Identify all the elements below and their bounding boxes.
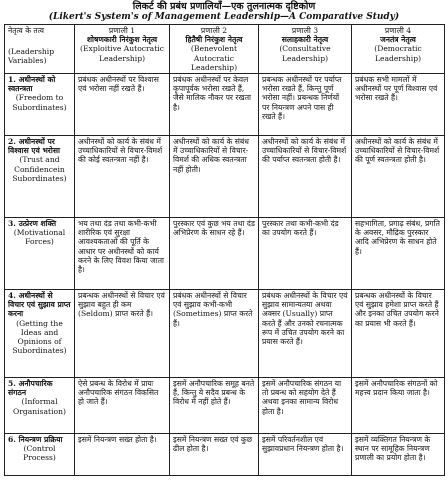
system-1-english: (Exploitive Autocratic Leadership) [80,44,164,63]
table-cell: प्रबंधक अधीनस्थों पर केवल कृपापूर्वक भरोसा रखते हैं, जैसे मालिक नौकर पर रखता है। [170,74,259,136]
table-cell: भय तथा दंड तथा कभी-कभी शारीरिक एवं सुरक्षा आवश्यकताओं की पूर्ति के आधार पर अधीनस्थों को कार्य करने के लिए विवश किया जाता है। [75,218,170,290]
table-cell: पुरस्कार तथा कभी-कभी दंड का उपयोग करते हैं। [259,218,352,290]
table-cell: अधीनस्थों को कार्य के संबंध में उच्चाधिकारियों से विचार-विमर्श की पूर्ण स्वतन्त्रता होती है। [352,136,445,218]
table-row [5,218,445,290]
variable-cell [5,378,75,434]
variable-hindi: 4. अधीनस्थों से विचार एवं सुझाव प्राप्त करना [8,291,71,319]
table-row [5,74,445,136]
page-subtitle: (Likert's System's of Management Leadership—A Comparative Study) [48,12,400,22]
header-variable-en: (Leadership Variables) [8,47,55,66]
variable-cell [5,290,75,378]
comparison-table [4,24,445,476]
system-2-hindi: हितैषी निरंकुश नेतृत्व [185,35,243,45]
header-row [5,25,445,74]
system-3-hindi: सलाहकारी नेतृत्व [281,35,329,45]
header-system-1 [75,25,170,74]
variable-hindi: 1. अधीनस्थों को स्वतन्त्रता [8,75,56,94]
system-2-number: प्रणाली 2 [200,26,228,35]
variable-cell [5,74,75,136]
system-3-number: प्रणाली 3 [291,26,319,35]
system-1-number: प्रणाली 1 [108,26,136,35]
variable-hindi: 6. नियन्त्रण प्रक्रिया [8,435,63,445]
table-row [5,434,445,476]
header-variable-cell [5,25,75,74]
table-cell: अधीनस्थों को कार्य के संबंध में उच्चाधिकारियों से विचार-विमर्श की पर्याप्त स्वतन्त्रता होती है। [259,136,352,218]
system-3-english: (Consultative Leadership) [279,44,331,63]
table-cell: इसमें अनौपचारिक समूह बनते हैं, किन्तु ये सदैव प्रबन्ध के विरोध में नहीं होते हैं। [170,378,259,434]
header-variable-hi: नेतृत्व के तत्व [8,26,44,35]
table-cell: अधीनस्थों को कार्य के संबंध में उच्चाधिकारियों से विचार-विमर्श की कोई स्वतन्त्रता नहीं है। [75,136,170,218]
variable-cell [5,218,75,290]
variable-english: (Motivational Forces) [13,228,66,247]
system-4-number: प्रणाली 4 [384,26,412,35]
table-cell: इसमें परिवर्तनशील एवं सुझावप्रधान नियन्त्रण होता है। [259,434,352,476]
table-cell: इसमें अनौपचारिक संगठन या तो प्रबन्ध को सहयोग देते हैं अथवा इनका सामान्य विरोध होता है। [259,378,352,434]
variable-english: (Getting the Ideas and Opinions of Subordinates) [12,318,67,356]
page-title: लिकर्ट की प्रबंध प्रणालियाँ—एक तुलनात्मक दृष्टिकोण [132,1,316,12]
header-system-3 [259,25,352,74]
table-cell: इसमें नियन्त्रण सख्त एवं कुछ ढील होता है। [170,434,259,476]
table-cell: इसमें व्यक्तिगत नियन्त्रण के स्थान पर सामूहिक नियन्त्रण प्रणाली का प्रयोग होता है। [352,434,445,476]
table-cell: प्रबन्धक अधीनस्थों पर पर्याप्त भरोसा रखते हैं, किन्तु पूर्ण भरोसा नहीं। प्रबन्धक निर्णयों पर नियन्त्रण अपने पास ही रखते हैं। [259,74,352,136]
table-cell: पुरस्कार एवं कुछ भय तथा दंड अभिप्रेरण के साधन रहे हैं। [170,218,259,290]
table-cell: प्रबन्धक अधीनस्थों से विचार एवं सुझाव बहुत ही कम (Seldom) प्राप्त करते हैं। [75,290,170,378]
header-system-2 [170,25,259,74]
variable-hindi: 3. उत्प्रेरण शक्ति [8,219,57,229]
table-row [5,136,445,218]
table-cell: प्रबंधक सभी मामलों में अधीनस्थों पर पूर्ण विश्वास एवं भरोसा रखते हैं। [352,74,445,136]
system-1-hindi: शोषणकारी निरंकुश नेतृत्व [86,35,158,45]
title-block [0,0,448,22]
variable-cell [5,136,75,218]
system-4-english: (Democratic Leadership) [374,44,422,63]
table-row [5,290,445,378]
variable-english: (Informal Organisation) [13,397,66,416]
table-cell: सहभागिता, प्रगाढ़ संबंध, प्रगति के अवसर, मौद्रिक पुरस्कार आदि अभिप्रेरण के साधन होते हैं। [352,218,445,290]
table-cell: इसमें अनौपचारिक संगठनों को महत्त्व प्रदान किया जाता है। [352,378,445,434]
variable-hindi: 2. अधीनस्थों पर विश्वास एवं भरोसा [8,137,60,156]
variable-english: (Trust and Confidencein Subordinates) [12,155,67,183]
table-cell: प्रबन्धक अधीनस्थों के विचार एवं सुझाव हमेशा प्राप्त करते हैं और इनका उचित उपयोग करने का प्रयास भी करते हैं। [352,290,445,378]
system-4-hindi: जनतंत्र नेतृत्व [380,35,416,45]
variable-cell [5,434,75,476]
table-cell: प्रबंधक अधीनस्थों से विचार एवं सुझाव कभी-कभी (Sometimes) प्राप्त करते हैं। [170,290,259,378]
table-cell: प्रबंधक अधीनस्थों के विचार एवं सुझाव सामान्यतया अथवा अक्सर (Usually) प्राप्त करते हैं और उनको रचनात्मक रूप में उचित उपयोग करने का प्रयास करते हैं। [259,290,352,378]
table-cell: प्रबंधक अधीनस्थों पर विश्वास एवं भरोसा नहीं रखते हैं। [75,74,170,136]
variable-english: (Freedom to Subordinates) [12,93,67,112]
header-system-4 [352,25,445,74]
table-cell: इसमें नियन्त्रण सख्त होता है। [75,434,170,476]
table-row [5,378,445,434]
system-2-english: (Benevolent Autocratic Leadership) [190,44,238,72]
table-cell: ऐसे प्रबन्ध के विरोध में प्रायः अनौपचारिक संगठन विकसित हो जाते हैं। [75,378,170,434]
table-cell: अधीनस्थों को कार्य के संबंध में उच्चाधिकारियों से विचार-विमर्श की अधिक स्वतन्त्रता नहीं होती। [170,136,259,218]
variable-english: (Control Process) [23,444,56,463]
variable-hindi: 5. अनौपचारिक संगठन [8,379,53,398]
